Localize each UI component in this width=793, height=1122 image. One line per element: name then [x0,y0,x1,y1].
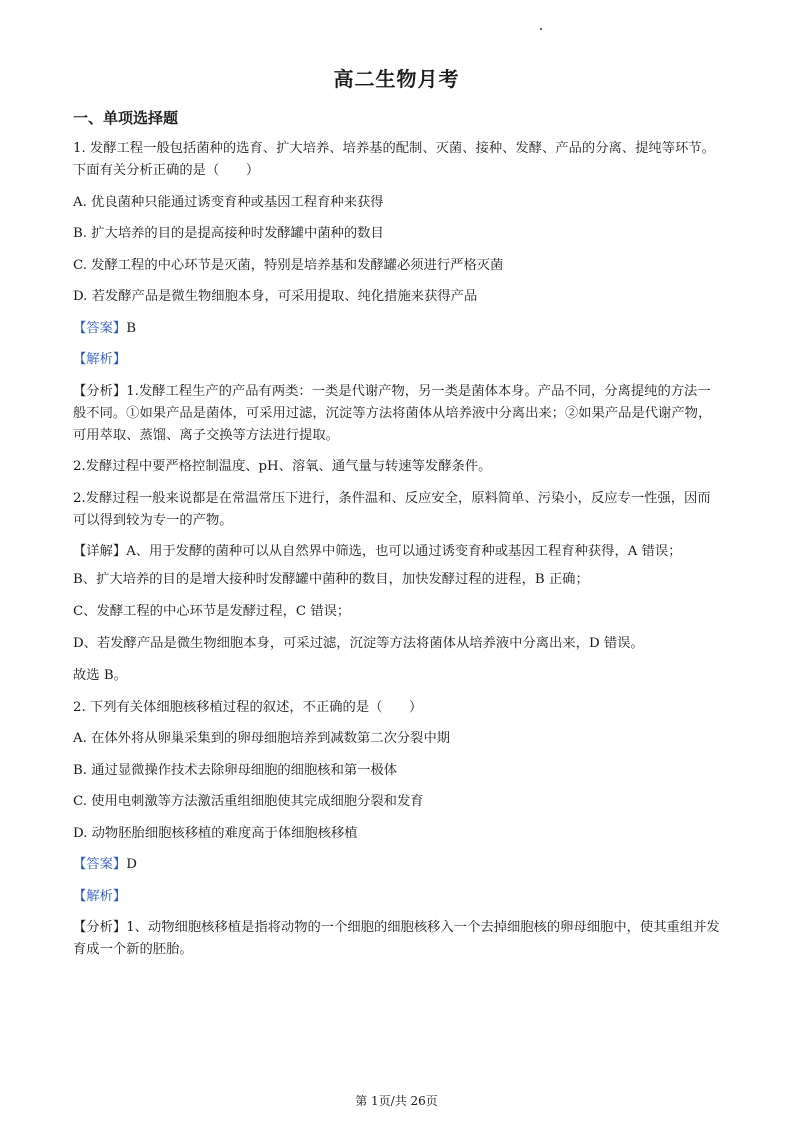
answer-value: D [126,857,137,872]
q1-xiangjie-b: B、扩大培养的目的是增大接种时发酵罐中菌种的数目，加快发酵过程的进程，B 正确； [73,572,589,587]
q2-analysis [73,886,723,908]
page-footer: 第 1页/共 26页 [355,1094,438,1108]
q1-xiangjie-c: C、发酵工程的中心环节是发酵过程，C 错误； [73,604,351,619]
section-heading: 一、单项选择题 [73,109,179,127]
q2-option-b: B. 通过显微操作技术去除卵母细胞的细胞核和第一极体 [73,762,398,778]
q2-option-a: A. 在体外将从卵巢采集到的卵母细胞培养到减数第二次分裂中期 [73,731,451,746]
analysis-tag: 【解析】 [73,888,127,904]
q1-option-c: C. 发酵工程的中心环节是灭菌，特别是培养基和发酵罐必须进行严格灭菌 [73,257,504,273]
q2-answer [73,854,723,876]
page-title: 高二生物月考 [333,67,460,91]
answer-tag: 【答案】 [73,857,127,872]
fenxi-text: 1、动物细胞核移植是指将动物的一个细胞的细胞核移入一个去掉细胞核的卵母细胞中，使其重组并发育成一个新的胚胎。 [73,920,720,957]
analysis-tag: 【解析】 [73,352,127,367]
fenxi-tag: 【分析】 [73,383,127,399]
q2-fenxi [73,917,723,961]
q1-point-2b: 2.发酵过程一般来说都是在常温常压下进行，条件温和、反应安全，原料简单、污染小，反应专一性强，因而可以得到较为专一的产物。 [73,490,711,528]
document-body [73,138,723,971]
q2-option-d: D. 动物胚胎细胞核移植的难度高于体细胞核移植 [73,825,358,841]
q1-xiangjie-d: D、若发酵产品是微生物细胞本身，可采过滤，沉淀等方法将菌体从培养液中分离出来，D 错误。 [73,636,644,651]
q1-option-d: D. 若发酵产品是微生物细胞本身，可采用提取、纯化措施来获得产品 [73,289,478,304]
q2-option-c: C. 使用电刺激等方法激活重组细胞使其完成细胞分裂和发育 [73,794,424,809]
xiangjie-tag: 【详解】 [73,544,127,559]
q1-fenxi [73,381,723,447]
q1-stem: 1. 发酵工程一般包括菌种的选育、扩大培养、培养基的配制、灭菌、接种、发酵、产品的分离、提纯等环节。下面有关分析正确的是（ ） [73,141,715,178]
xiangjie-a-text: A、用于发酵的菌种可以从自然界中筛选，也可以通过诱变育种或基因工程育种获得，A 错误； [126,544,682,559]
fenxi-text: 1.发酵工程生产的产品有两类：一类是代谢产物，另一类是菌体本身。产品不同，分离提纯的方法一般不同。①如果产品是菌体，可采用过滤，沉淀等方法将菌体从培养液中分离出来；②如果产品是代谢产物，可用萃取、蒸馏、离子交换等方法进行提取。 [73,383,712,443]
q2-stem: 2. 下列有关体细胞核移植过程的叙述，不正确的是（ ） [73,699,423,715]
q1-analysis [73,349,723,371]
answer-tag: 【答案】 [73,320,127,336]
q1-option-a: A. 优良菌种只能通过诱变育种或基因工程育种来获得 [73,194,384,210]
q1-conclusion: 故选 B。 [73,668,127,683]
q1-option-b: B. 扩大培养的目的是提高接种时发酵罐中菌种的数目 [73,226,384,241]
q1-xiangjie-a [73,541,723,563]
q1-point-2a: 2.发酵过程中要严格控制温度、pH、溶氧、通气量与转速等发酵条件。 [73,459,492,474]
header-dot [540,28,542,30]
fenxi-tag: 【分析】 [73,920,127,935]
answer-value: B [126,320,136,336]
q1-answer [73,318,723,340]
